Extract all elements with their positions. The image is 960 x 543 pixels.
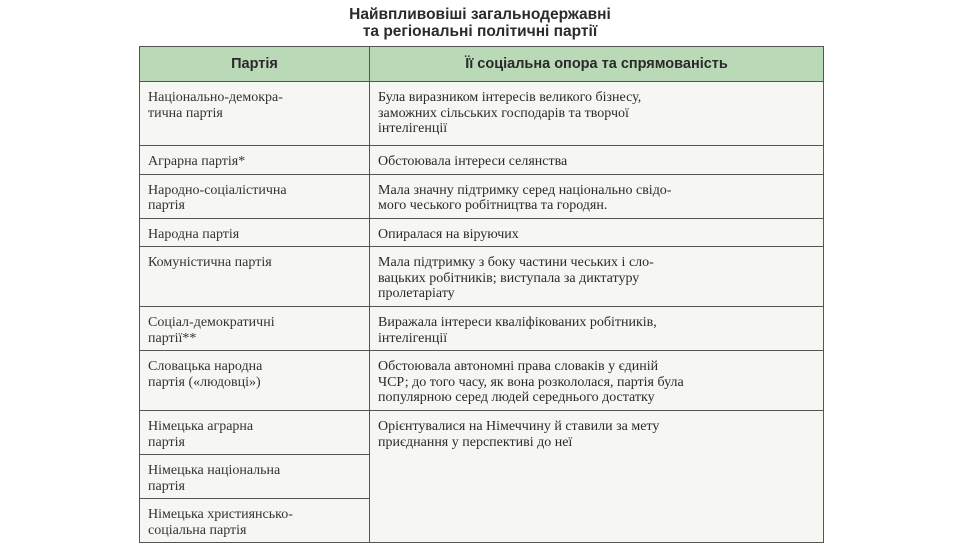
party-cell: Німецька християнсько- соціальна партія [140, 499, 370, 543]
description-cell: Орієнтувалися на Німеччину й ставили за мету приєднання у перспективі до неї [370, 411, 824, 543]
table-row [140, 247, 824, 307]
party-cell: Народна партія [140, 218, 370, 247]
party-cell: Аграрна партія* [140, 146, 370, 175]
description-cell: Мала підтримку з боку частини чеських і сло- вацьких робітників; виступала за диктатуру пролетаріату [370, 247, 824, 307]
table-row [140, 218, 824, 247]
table-row [140, 146, 824, 175]
table-row [140, 174, 824, 218]
description-cell: Мала значну підтримку серед національно свідо- мого чеського робітництва та городян. [370, 174, 824, 218]
title-line-1: Найвпливовіші загальнодержавні [349, 6, 611, 23]
table-row [140, 351, 824, 411]
party-cell: Словацька народна партія («людовці») [140, 351, 370, 411]
header-party: Партія [140, 47, 370, 82]
description-cell: Опиралася на віруючих [370, 218, 824, 247]
title-line-2: та регіональні політичні партії [362, 23, 598, 40]
description-cell: Була виразником інтересів великого бізнесу, заможних сільських господарів та творчої інтелігенції [370, 82, 824, 146]
description-cell: Виражала інтереси кваліфікованих робітників, інтелігенції [370, 307, 824, 351]
party-cell: Національно-демокра- тична партія [140, 82, 370, 146]
table-row [140, 411, 824, 455]
parties-table [139, 46, 824, 543]
party-cell: Німецька аграрна партія [140, 411, 370, 455]
description-cell: Обстоювала інтереси селянства [370, 146, 824, 175]
table-row [140, 82, 824, 146]
header-description: Її соціальна опора та спрямованість [370, 47, 824, 82]
party-cell: Народно-соціалістична партія [140, 174, 370, 218]
description-cell: Обстоювала автономні права словаків у єдиній ЧСР; до того часу, як вона розкололася, партія була популярною серед людей середнього достатку [370, 351, 824, 411]
party-cell: Комуністична партія [140, 247, 370, 307]
header-row [140, 47, 824, 82]
party-cell: Соціал-демократичні партії** [140, 307, 370, 351]
party-cell: Німецька національна партія [140, 455, 370, 499]
table-title [0, 6, 960, 40]
table-row [140, 307, 824, 351]
